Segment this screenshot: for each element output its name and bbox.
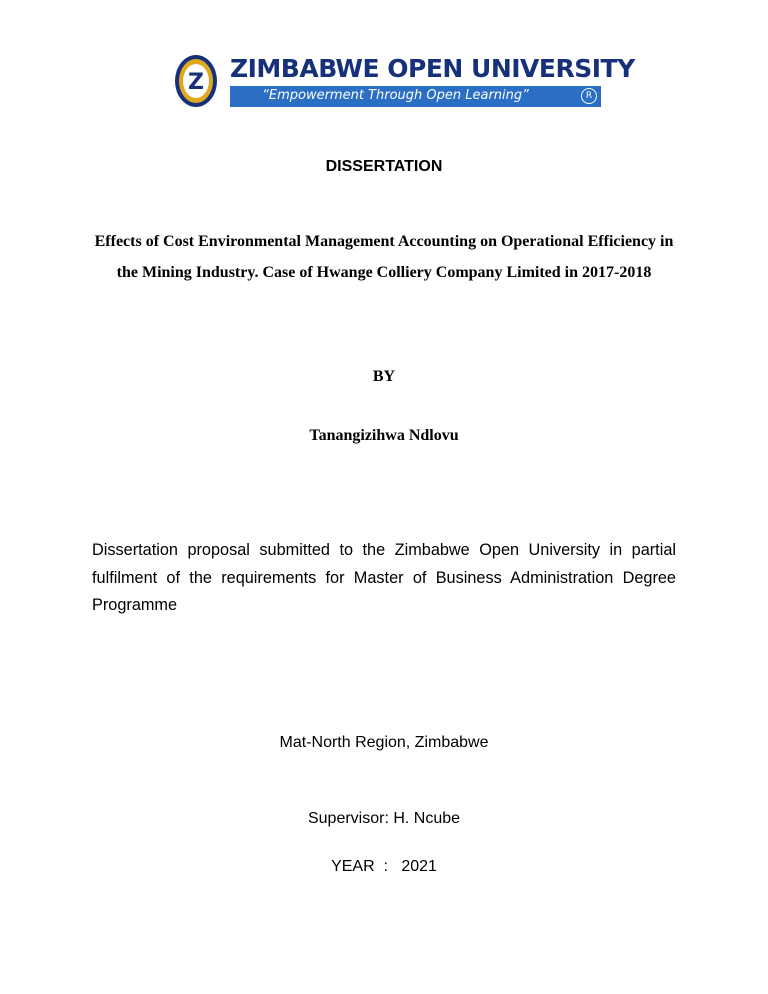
year-line: YEAR : 2021 [331,858,437,875]
supervisor-line: Supervisor: H. Ncube [307,810,461,827]
region-line: Mat-North Region, Zimbabwe [279,734,489,751]
author-name: Tanangizihwa Ndlovu [309,427,459,444]
emblem-letter: Z [188,70,204,95]
university-name: ZIMBABWE OPEN UNIVERSITY [230,54,635,83]
university-logo [174,52,635,110]
tagline-bar [230,86,601,107]
dissertation-title: Effects of Cost Environmental Management Accounting on Operational Efficiency in the Mining Industry. Case of Hwange Colliery Company Limited in 2017-2018 [94,233,674,281]
university-tagline: “Empowerment Through Open Learning” [262,88,529,103]
document-heading: DISSERTATION [325,158,443,175]
by-label: BY [372,368,396,385]
registered-mark-icon: R [581,88,597,104]
university-emblem-icon [174,54,218,108]
submission-statement: Dissertation proposal submitted to the Zimbabwe Open University in partial fulfilment of the requirements for Master of Business Administration Degree Programme [92,541,676,614]
